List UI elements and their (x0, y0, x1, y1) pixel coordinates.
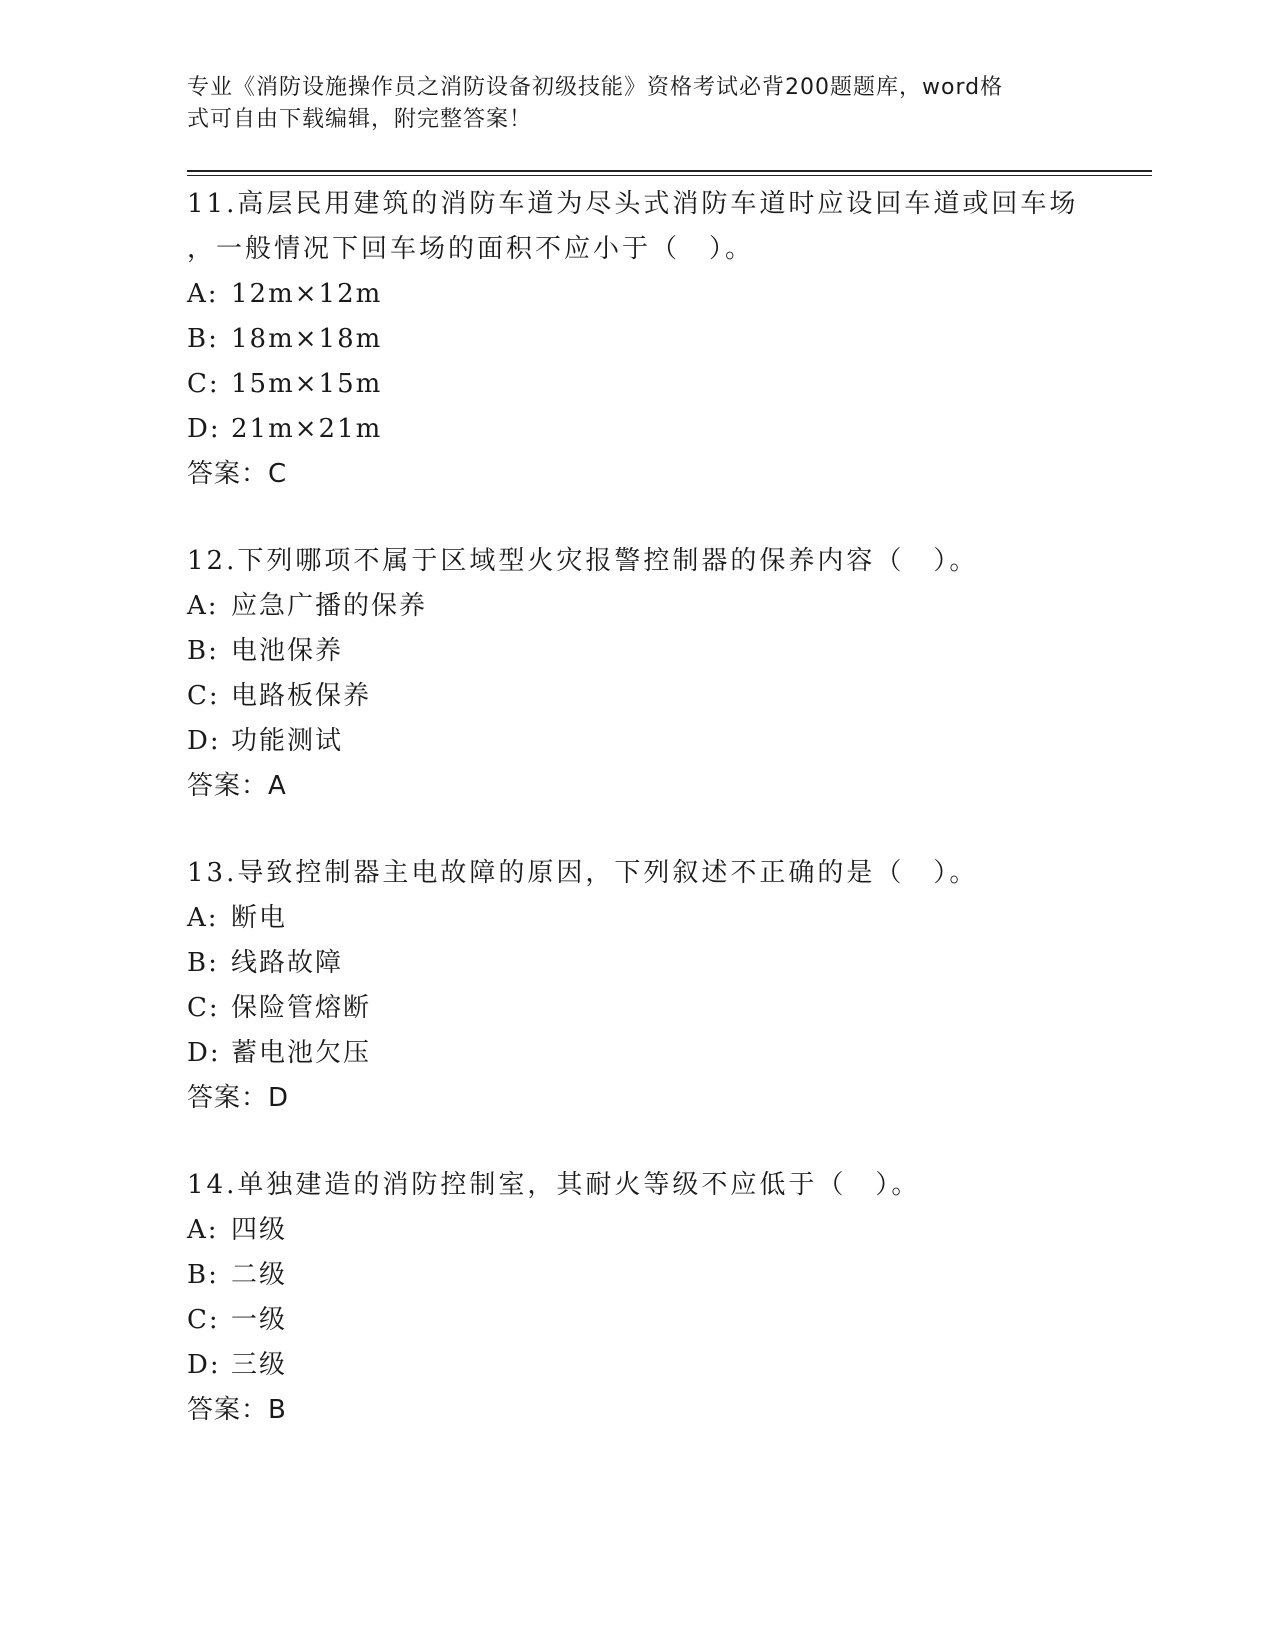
header-divider (187, 170, 1152, 172)
option-c (187, 986, 1152, 1031)
option-a (187, 896, 1152, 941)
option-b (187, 1253, 1152, 1298)
option-letter: B: (187, 636, 219, 666)
option-letter: D: (187, 1038, 221, 1068)
option-text: 一级 (231, 1305, 288, 1335)
option-d (187, 1343, 1152, 1388)
option-letter: A: (187, 1215, 219, 1245)
option-b (187, 941, 1152, 986)
header-line-1: 专业《消防设施操作员之消防设备初级技能》资格考试必背200题题库，word格 (187, 75, 1004, 100)
option-letter: B: (187, 948, 219, 978)
option-a (187, 272, 1152, 317)
option-letter: C: (187, 993, 220, 1023)
option-text: 蓄电池欠压 (231, 1038, 372, 1068)
option-c (187, 674, 1152, 719)
spacer (187, 497, 1152, 539)
option-text: 应急广播的保养 (231, 591, 428, 621)
spacer (187, 809, 1152, 851)
answer: 答案：D (187, 1083, 290, 1113)
option-d (187, 407, 1152, 452)
option-a (187, 1208, 1152, 1253)
option-text: 三级 (231, 1350, 288, 1380)
option-d (187, 1031, 1152, 1076)
question-stem-line-1: 13.导致控制器主电故障的原因，下列叙述不正确的是（ ）。 (187, 858, 979, 888)
option-text: 电路板保养 (231, 681, 372, 711)
spacer (187, 1121, 1152, 1163)
option-text: 断电 (231, 903, 288, 933)
option-text: 电池保养 (231, 636, 344, 666)
option-letter: A: (187, 903, 219, 933)
option-text: 15m×15m (231, 369, 383, 399)
question-list (187, 182, 1152, 1433)
question-13 (187, 851, 1152, 1121)
document-header (187, 72, 1067, 136)
option-letter: C: (187, 1305, 220, 1335)
option-c (187, 1298, 1152, 1343)
question-12 (187, 539, 1152, 809)
option-text: 二级 (231, 1260, 288, 1290)
question-stem-line-2: ，一般情况下回车场的面积不应小于（ ）。 (187, 234, 755, 264)
option-a (187, 584, 1152, 629)
option-letter: B: (187, 1260, 219, 1290)
header-line-2: 式可自由下载编辑，附完整答案！ (187, 107, 533, 132)
option-letter: D: (187, 726, 221, 756)
question-stem-line-1: 11.高层民用建筑的消防车道为尽头式消防车道时应设回车道或回车场 (187, 189, 1079, 219)
question-11 (187, 182, 1152, 497)
question-stem-line-1: 14.单独建造的消防控制室，其耐火等级不应低于（ ）。 (187, 1170, 921, 1200)
option-text: 12m×12m (231, 279, 383, 309)
answer: 答案：A (187, 771, 287, 801)
option-d (187, 719, 1152, 764)
question-14 (187, 1163, 1152, 1433)
option-b (187, 317, 1152, 362)
option-letter: C: (187, 369, 220, 399)
option-text: 线路故障 (231, 948, 344, 978)
option-letter: D: (187, 414, 221, 444)
answer: 答案：B (187, 1395, 287, 1425)
option-b (187, 629, 1152, 674)
document-page (187, 72, 1152, 1433)
question-stem-line-1: 12.下列哪项不属于区域型火灾报警控制器的保养内容（ ）。 (187, 546, 979, 576)
option-letter: B: (187, 324, 219, 354)
option-c (187, 362, 1152, 407)
option-text: 保险管熔断 (231, 993, 372, 1023)
option-letter: D: (187, 1350, 221, 1380)
option-text: 四级 (231, 1215, 288, 1245)
option-letter: A: (187, 279, 219, 309)
answer: 答案：C (187, 459, 288, 489)
option-text: 功能测试 (231, 726, 344, 756)
option-letter: C: (187, 681, 220, 711)
option-text: 18m×18m (231, 324, 383, 354)
option-letter: A: (187, 591, 219, 621)
option-text: 21m×21m (231, 414, 383, 444)
